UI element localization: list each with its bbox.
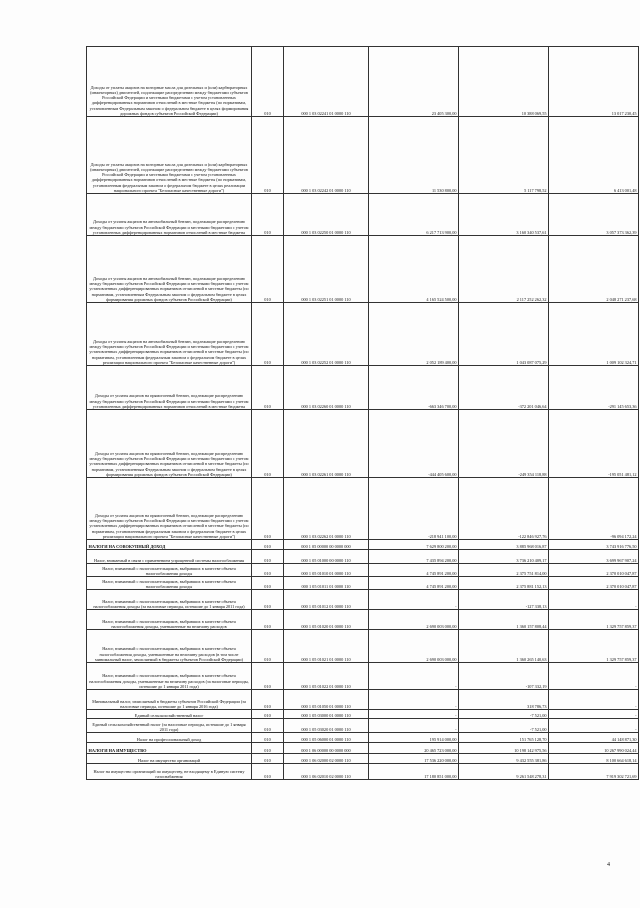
row-description: Доходы от уплаты акцизов на прямогонный бензин, подлежащие распределению между бюджетами субъектов Российской Федерации и местными бюджетами с учетом установленных дифференцированных нормативов отчислений в местные бюджеты <box>87 366 252 410</box>
row-budget-code: 000 1 05 01050 01 0000 110 <box>284 690 369 710</box>
row-line-code: 010 <box>252 590 284 610</box>
row-description: Доходы от уплаты акцизов на автомобильный бензин, подлежащие распределению между бюджетами субъектов Российской Федерации и местными бюджетами с учетом установленных дифференцированных нормативов отчислений в местные бюджеты (по нормативам, установленным федеральным законом о федеральном бюджете в целях реализации национального проекта "Безопасные качественные дороги") <box>87 303 252 366</box>
row-approved-amount: 4 165 524 500,00 <box>369 236 459 303</box>
row-executed-amount: 3 160 340 537,61 <box>459 194 549 236</box>
table-row <box>87 577 639 590</box>
table-row <box>87 117 639 194</box>
row-line-code: 010 <box>252 47 284 117</box>
row-line-code: 010 <box>252 764 284 780</box>
table-row <box>87 366 639 410</box>
row-approved-amount: - <box>369 663 459 690</box>
table-row <box>87 690 639 710</box>
row-line-code: 010 <box>252 719 284 733</box>
row-description: Доходы от уплаты акцизов на автомобильный бензин, подлежащие распределению между бюджетами субъектов Российской Федерации и местными бюджетами с учетом установленных дифференцированных нормативов отчислений в местные бюджеты <box>87 194 252 236</box>
table-row <box>87 540 639 550</box>
row-unexecuted-amount: 3 057 373 362,39 <box>549 194 639 236</box>
row-budget-code: 000 1 05 01011 01 0000 110 <box>284 577 369 590</box>
row-unexecuted-amount: - <box>549 590 639 610</box>
row-unexecuted-amount: 3 699 967 907,24 <box>549 550 639 564</box>
row-executed-amount: 9 261 548 278,31 <box>459 764 549 780</box>
row-approved-amount: -218 941 100,00 <box>369 478 459 540</box>
row-description: Единый сельскохозяйственный налог (за налоговые периоды, истекшие до 1 января 2011 года) <box>87 719 252 733</box>
row-approved-amount: 7 435 894 200,00 <box>369 550 459 564</box>
row-unexecuted-amount: -96 094 172,24 <box>549 478 639 540</box>
table-row <box>87 743 639 754</box>
row-line-code: 010 <box>252 690 284 710</box>
row-approved-amount: 11 530 800,00 <box>369 117 459 194</box>
row-unexecuted-amount: 1 329 757 859,37 <box>549 630 639 663</box>
row-description: Налог, взимаемый с налогоплательщиков, выбравших в качестве объекта налогообложения доходы <box>87 577 252 590</box>
row-description: Доходы от уплаты акцизов на прямогонный бензин, подлежащие распределению между бюджетами субъектов Российской Федерации и местными бюджетами с учетом установленных дифференцированных нормативов отчислений в местные бюджеты (по нормативам, установленным Федеральным законом о федеральном бюджете в целях формирования дорожных фондов субъектов Российской Федерации) <box>87 410 252 478</box>
row-executed-amount: -122 846 927,76 <box>459 478 549 540</box>
row-line-code: 010 <box>252 610 284 630</box>
row-budget-code: 000 1 03 02260 01 0000 110 <box>284 366 369 410</box>
row-line-code: 010 <box>252 194 284 236</box>
row-budget-code: 000 1 05 01010 01 0000 110 <box>284 564 369 577</box>
row-budget-code: 000 1 06 02000 02 0000 110 <box>284 754 369 764</box>
row-unexecuted-amount: 10 267 990 024,44 <box>549 743 639 754</box>
row-description: Налог на имущество организаций по имуществу, не входящему в Единую систему газоснабжения <box>87 764 252 780</box>
table-row <box>87 733 639 743</box>
row-approved-amount: - <box>369 710 459 719</box>
row-budget-code: 000 1 05 01022 01 0000 110 <box>284 663 369 690</box>
table-body <box>87 47 639 780</box>
table-row <box>87 710 639 719</box>
table-row <box>87 550 639 564</box>
row-budget-code: 000 1 05 03020 01 0000 110 <box>284 719 369 733</box>
row-line-code: 010 <box>252 710 284 719</box>
row-description: Налог, взимаемый с налогоплательщиков, выбравших в качестве объекта налогообложения доходы, уменьшенные на величину расходов <box>87 610 252 630</box>
row-approved-amount: 17 180 851 000,00 <box>369 764 459 780</box>
row-approved-amount: 195 914 000,00 <box>369 733 459 743</box>
row-executed-amount: 151 765 128,70 <box>459 733 549 743</box>
row-description: Налог, взимаемый с налогоплательщиков, выбравших в качестве объекта налогообложения доходы <box>87 564 252 577</box>
row-description: Единый сельскохозяйственный налог <box>87 710 252 719</box>
row-approved-amount: - <box>369 719 459 733</box>
row-unexecuted-amount: - <box>549 663 639 690</box>
row-description: Налог, взимаемый в связи с применением упрощенной системы налогообложения <box>87 550 252 564</box>
row-executed-amount: -107 332,19 <box>459 663 549 690</box>
row-description: Доходы от уплаты акцизов на автомобильный бензин, подлежащие распределению между бюджетами субъектов Российской Федерации и местными бюджетами с учетом установленных дифференцированных нормативов отчислений в местные бюджеты (по нормативам, установленным Федеральным законом о федеральном бюджете в целях формирования дорожных фондов субъектов Российской Федерации) <box>87 236 252 303</box>
row-executed-amount: 2 375 881 152,13 <box>459 577 549 590</box>
row-budget-code: 000 1 05 01000 00 0000 110 <box>284 550 369 564</box>
row-budget-code: 000 1 03 02242 01 0000 110 <box>284 117 369 194</box>
table-row <box>87 410 639 478</box>
row-line-code: 010 <box>252 236 284 303</box>
row-executed-amount: -372 201 046,64 <box>459 366 549 410</box>
table-row <box>87 478 639 540</box>
row-budget-code: 000 1 03 02241 01 0000 110 <box>284 47 369 117</box>
row-unexecuted-amount: 2 370 010 047,87 <box>549 564 639 577</box>
table-row <box>87 590 639 610</box>
row-executed-amount: 5 117 798,52 <box>459 117 549 194</box>
row-unexecuted-amount: 13 017 230,45 <box>549 47 639 117</box>
row-description: Доходы от уплаты акцизов на моторные масла для дизельных и (или) карбюраторных (инжекторных) двигателей, подлежащие распределению между бюджетами субъектов Российской Федерации и местными бюджетами с учетом установленных дифференцированных нормативов отчислений в местные бюджеты (по нормативам, установленным федеральным законом о федеральном бюджете в целях реализации национального проекта "Безопасные качественные дороги") <box>87 117 252 194</box>
row-line-code: 010 <box>252 410 284 478</box>
table-row <box>87 194 639 236</box>
row-line-code: 010 <box>252 303 284 366</box>
row-unexecuted-amount: - <box>549 690 639 710</box>
row-approved-amount: -663 346 700,00 <box>369 366 459 410</box>
row-budget-code: 000 1 03 02261 01 0000 110 <box>284 410 369 478</box>
page-number: 4 <box>607 862 610 868</box>
row-budget-code: 000 1 03 02251 01 0000 110 <box>284 236 369 303</box>
row-budget-code: 000 1 05 01012 01 0000 110 <box>284 590 369 610</box>
row-description: Налог, взимаемый с налогоплательщиков, выбравших в качестве объекта налогообложения доходы, уменьшенные на величину расходов (в том числе минимальный налог, зачисляемый в бюджеты субъектов Российской Федерации) <box>87 630 252 663</box>
row-approved-amount: - <box>369 590 459 610</box>
row-approved-amount: 20 465 723 000,00 <box>369 743 459 754</box>
row-budget-code: 000 1 05 01021 01 0000 110 <box>284 630 369 663</box>
row-unexecuted-amount: 7 919 302 721,69 <box>549 764 639 780</box>
row-approved-amount: -444 405 600,00 <box>369 410 459 478</box>
row-description: НАЛОГИ НА ИМУЩЕСТВО <box>87 743 252 754</box>
table-row <box>87 236 639 303</box>
row-line-code: 010 <box>252 630 284 663</box>
row-unexecuted-amount: 1 009 102 324,71 <box>549 303 639 366</box>
row-budget-code: 000 1 05 01020 01 0000 110 <box>284 610 369 630</box>
row-line-code: 010 <box>252 733 284 743</box>
row-unexecuted-amount: -195 051 481,12 <box>549 410 639 478</box>
row-line-code: 010 <box>252 663 284 690</box>
row-approved-amount: 2 690 003 000,00 <box>369 630 459 663</box>
row-line-code: 010 <box>252 577 284 590</box>
row-approved-amount: 4 745 891 200,00 <box>369 564 459 577</box>
row-approved-amount: 6 217 713 900,00 <box>369 194 459 236</box>
row-description: Минимальный налог, зачисляемый в бюджеты субъектов Российской Федерации (за налоговые периоды, истекшие до 1 января 2016 года) <box>87 690 252 710</box>
row-line-code: 010 <box>252 540 284 550</box>
row-unexecuted-amount: 1 329 757 859,37 <box>549 610 639 630</box>
row-unexecuted-amount: 2 048 271 237,68 <box>549 236 639 303</box>
row-approved-amount: 2 052 189 400,00 <box>369 303 459 366</box>
row-budget-code: 000 1 05 06000 01 0000 110 <box>284 733 369 743</box>
table-row <box>87 303 639 366</box>
row-budget-code: 000 1 03 02252 01 0000 110 <box>284 303 369 366</box>
row-line-code: 010 <box>252 564 284 577</box>
row-line-code: 010 <box>252 366 284 410</box>
row-unexecuted-amount: - <box>549 719 639 733</box>
row-description: Налог на профессиональный доход <box>87 733 252 743</box>
row-budget-code: 000 1 03 02250 01 0000 110 <box>284 194 369 236</box>
row-description: Доходы от уплаты акцизов на прямогонный бензин, подлежащие распределению между бюджетами субъектов Российской Федерации и местными бюджетами с учетом установленных дифференцированных нормативов отчислений в местные бюджеты (по нормативам, установленным федеральным законом о федеральном бюджете в целях реализации национального проекта "Безопасные качественные дороги") <box>87 478 252 540</box>
row-unexecuted-amount: - <box>549 710 639 719</box>
row-description: Налог на имущество организаций <box>87 754 252 764</box>
table-row <box>87 564 639 577</box>
table-row <box>87 610 639 630</box>
row-executed-amount: 9 432 555 381,86 <box>459 754 549 764</box>
row-executed-amount: 2 117 252 262,32 <box>459 236 549 303</box>
row-approved-amount: 23 405 300,00 <box>369 47 459 117</box>
row-unexecuted-amount: -291 145 653,36 <box>549 366 639 410</box>
row-description: Налог, взимаемый с налогоплательщиков, выбравших в качестве объекта налогообложения доходы, уменьшенные на величину расходов (за налоговые периоды, истекшие до 1 января 2011 года) <box>87 663 252 690</box>
row-executed-amount: 3 885 968 016,87 <box>459 540 549 550</box>
row-executed-amount: -7 521,00 <box>459 710 549 719</box>
row-description: Доходы от уплаты акцизов на моторные масла для дизельных и (или) карбюраторных (инжекторных) двигателей, подлежащие распределению между бюджетами субъектов Российской Федерации и местными бюджетами с учетом установленных дифференцированных нормативов отчислений в местные бюджеты (по нормативам, установленным Федеральным законом о федеральном бюджете в целях формирования дорожных фондов субъектов Российской Федерации) <box>87 47 252 117</box>
row-executed-amount: 3 736 210 409,17 <box>459 550 549 564</box>
row-approved-amount: 4 745 891 200,00 <box>369 577 459 590</box>
row-unexecuted-amount: 8 100 664 618,14 <box>549 754 639 764</box>
row-unexecuted-amount: 44 148 871,30 <box>549 733 639 743</box>
row-budget-code: 000 1 06 00000 00 0000 000 <box>284 743 369 754</box>
row-line-code: 010 <box>252 550 284 564</box>
row-executed-amount: -7 521,00 <box>459 719 549 733</box>
row-budget-code: 000 1 05 00000 00 0000 000 <box>284 540 369 550</box>
row-unexecuted-amount: 6 413 001,48 <box>549 117 639 194</box>
row-description: НАЛОГИ НА СОВОКУПНЫЙ ДОХОД <box>87 540 252 550</box>
table-row <box>87 754 639 764</box>
row-executed-amount: -127 338,13 <box>459 590 549 610</box>
row-budget-code: 000 1 06 02010 02 0000 110 <box>284 764 369 780</box>
table-row <box>87 630 639 663</box>
row-executed-amount: -249 354 118,88 <box>459 410 549 478</box>
budget-revenue-table <box>86 46 639 780</box>
row-approved-amount: 7 629 800 200,00 <box>369 540 459 550</box>
row-executed-amount: 1 043 087 075,29 <box>459 303 549 366</box>
row-description: Налог, взимаемый с налогоплательщиков, выбравших в качестве объекта налогообложения доходы (за налоговые периоды, истекшие до 1 января 2011 года) <box>87 590 252 610</box>
table-row <box>87 764 639 780</box>
row-unexecuted-amount: 3 743 916 776,50 <box>549 540 639 550</box>
row-line-code: 010 <box>252 754 284 764</box>
row-executed-amount: 318 786,73 <box>459 690 549 710</box>
row-line-code: 010 <box>252 478 284 540</box>
row-approved-amount: - <box>369 690 459 710</box>
table-row <box>87 719 639 733</box>
row-executed-amount: 1 360 157 808,44 <box>459 610 549 630</box>
row-unexecuted-amount: 2 370 010 047,87 <box>549 577 639 590</box>
table-row <box>87 47 639 117</box>
row-executed-amount: 10 388 069,55 <box>459 47 549 117</box>
row-budget-code: 000 1 05 03000 01 0000 110 <box>284 710 369 719</box>
row-line-code: 010 <box>252 743 284 754</box>
row-approved-amount: 17 536 220 000,00 <box>369 754 459 764</box>
row-budget-code: 000 1 03 02262 01 0000 110 <box>284 478 369 540</box>
row-executed-amount: 1 360 265 140,63 <box>459 630 549 663</box>
row-line-code: 010 <box>252 117 284 194</box>
row-approved-amount: 2 690 003 000,00 <box>369 610 459 630</box>
table-row <box>87 663 639 690</box>
row-executed-amount: 10 198 142 975,56 <box>459 743 549 754</box>
row-executed-amount: 2 375 751 814,00 <box>459 564 549 577</box>
